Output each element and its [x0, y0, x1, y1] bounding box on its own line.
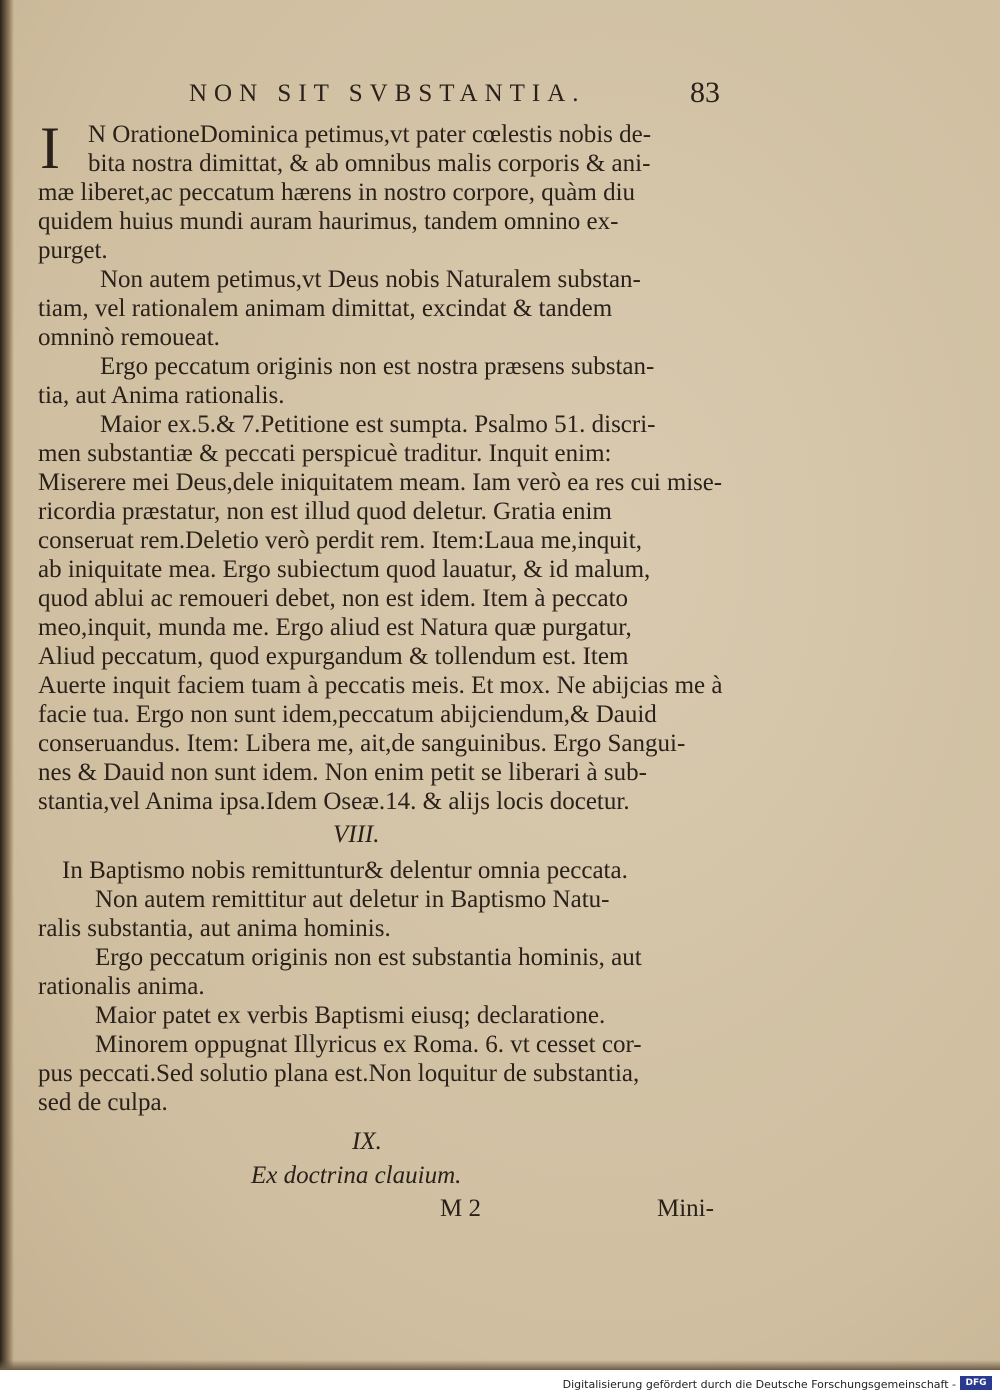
section-number-viii: VIII. [333, 821, 380, 848]
text-line: tia, aut Anima rationalis. [38, 382, 285, 409]
text-line: quidem huius mundi auram haurimus, tandem omnino ex- [38, 208, 619, 235]
text-line: tiam, vel rationalem animam dimittat, excindat & tandem [38, 295, 613, 322]
catchword: Mini- [657, 1195, 714, 1222]
text-line: stantia,vel Anima ipsa.Idem Oseæ.14. & alijs locis docetur. [38, 788, 630, 815]
drop-capital: I [40, 115, 60, 181]
text-line: mæ liberet,ac peccatum hærens in nostro corpore, quàm diu [38, 179, 636, 206]
text-line: omninò remoueat. [38, 324, 220, 351]
signature-mark: M 2 [440, 1195, 481, 1222]
text-line: men substantiæ & peccati perspicuè traditur. Inquit enim: [38, 440, 612, 467]
text-line: Non autem remittitur aut deletur in Baptismo Natu- [95, 886, 610, 913]
section-ix-heading: Ex doctrina clauium. [251, 1162, 462, 1189]
text-line: meo,inquit, munda me. Ergo aliud est Natura quæ purgatur, [38, 614, 632, 641]
text-line: Non autem petimus,vt Deus nobis Naturalem substan- [100, 266, 641, 293]
text-line: Auerte inquit faciem tuam à peccatis meis. Et mox. Ne abijcias me à [38, 672, 723, 699]
text-line: Maior patet ex verbis Baptismi eiusq; declaratione. [95, 1002, 606, 1029]
digitization-footer [0, 1370, 1000, 1397]
page-edge-shadow [0, 1360, 1000, 1370]
text-line: facie tua. Ergo non sunt idem,peccatum abijciendum,& Dauid [38, 701, 657, 728]
text-line: nes & Dauid non sunt idem. Non enim petit se liberari à sub- [38, 759, 647, 786]
text-line: Aliud peccatum, quod expurgandum & tollendum est. Item [38, 643, 629, 670]
page-number: 83 [690, 76, 720, 109]
text-line: Minorem oppugnat Illyricus ex Roma. 6. vt cesset cor- [95, 1031, 642, 1058]
text-line: bita nostra dimittat, & ab omnibus malis corporis & ani- [88, 150, 651, 177]
section-number-ix: IX. [352, 1128, 382, 1155]
footer-credit: Digitalisierung gefördert durch die Deutsche Forschungsgemeinschaft - [562, 1378, 956, 1391]
binding-shadow [0, 0, 14, 1370]
dfg-logo: DFG [960, 1376, 992, 1390]
text-line: ricordia præstatur, non est illud quod deletur. Gratia enim [38, 498, 612, 525]
running-title: NON SIT SVBSTANTIA. [189, 80, 586, 107]
text-line: conseruandus. Item: Libera me, ait,de sanguinibus. Ergo Sangui- [38, 730, 686, 757]
text-line: ralis substantia, aut anima hominis. [38, 915, 391, 942]
text-line: Ergo peccatum originis non est nostra præsens substan- [100, 353, 655, 380]
text-line: N OrationeDominica petimus,vt pater cœlestis nobis de- [88, 121, 652, 148]
text-line: Miserere mei Deus,dele iniquitatem meam. Iam verò ea res cui mise- [38, 469, 723, 496]
text-line: ab iniquitate mea. Ergo subiectum quod lauatur, & id malum, [38, 556, 651, 583]
text-line: sed de culpa. [38, 1089, 168, 1116]
text-line: conseruat rem.Deletio verò perdit rem. Item:Laua me,inquit, [38, 527, 642, 554]
text-line: quod ablui ac remoueri debet, non est idem. Item à peccato [38, 585, 629, 612]
text-line: pus peccati.Sed solutio plana est.Non loquitur de substantia, [38, 1060, 640, 1087]
text-line: In Baptismo nobis remittuntur& delentur omnia peccata. [62, 857, 628, 884]
text-line: Maior ex.5.& 7.Petitione est sumpta. Psalmo 51. discri- [100, 411, 656, 438]
text-line: rationalis anima. [38, 973, 205, 1000]
text-line: purget. [38, 237, 108, 264]
text-line: Ergo peccatum originis non est substantia hominis, aut [95, 944, 642, 971]
